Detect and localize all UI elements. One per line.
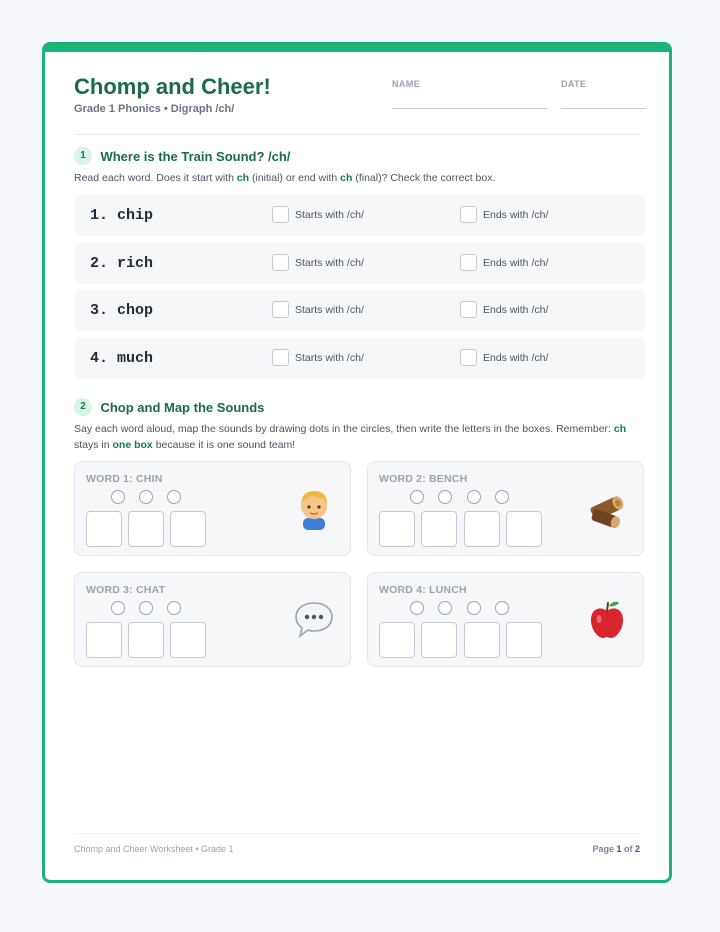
wood-log-icon xyxy=(587,486,627,530)
instr-highlight: ch xyxy=(613,423,627,435)
sound-dot[interactable] xyxy=(495,490,509,504)
section-1-title: Where is the Train Sound? /ch/ xyxy=(100,148,291,164)
sound-map-card-1 xyxy=(74,461,351,556)
letter-box[interactable] xyxy=(128,511,164,547)
letter-box[interactable] xyxy=(421,622,457,658)
ends-with-checkbox[interactable] xyxy=(460,254,477,271)
starts-with-label: Starts with /ch/ xyxy=(295,351,364,364)
ends-with-label: Ends with /ch/ xyxy=(483,351,549,364)
date-field[interactable] xyxy=(561,79,646,109)
letter-box[interactable] xyxy=(506,511,542,547)
card-label: WORD 3: CHAT xyxy=(86,584,166,596)
starts-with-checkbox[interactable] xyxy=(272,349,289,366)
instr-text: Say each word aloud, map the sounds by drawing dots in the circles, then write the letters in the boxes. Remember: xyxy=(74,423,614,435)
date-label: DATE xyxy=(561,79,587,89)
instr-text: stays in xyxy=(74,439,113,451)
ends-with-option[interactable] xyxy=(460,301,548,319)
sound-map-card-2 xyxy=(367,461,644,556)
sound-dot[interactable] xyxy=(438,601,452,615)
word-label: 3. chop xyxy=(90,302,154,319)
word-label: 4. much xyxy=(90,350,154,367)
card-label: WORD 4: LUNCH xyxy=(379,584,467,596)
instr-highlight: one box xyxy=(112,439,153,451)
letter-box[interactable] xyxy=(170,622,206,658)
starts-with-option[interactable] xyxy=(272,254,364,272)
starts-with-option[interactable] xyxy=(272,349,364,367)
sound-map-card-4 xyxy=(367,572,644,667)
worksheet-header xyxy=(74,74,640,135)
section-2-instructions xyxy=(74,421,640,453)
word-row-4 xyxy=(74,338,646,379)
letter-box[interactable] xyxy=(421,511,457,547)
page-separator: of xyxy=(621,844,635,854)
sound-dot[interactable] xyxy=(495,601,509,615)
section-2-title: Chop and Map the Sounds xyxy=(100,399,265,415)
date-line[interactable] xyxy=(561,108,646,109)
worksheet-page xyxy=(42,42,672,883)
instr-text: (final)? Check the correct box. xyxy=(352,172,496,184)
instr-text: (initial) or end with xyxy=(249,172,341,184)
ends-with-label: Ends with /ch/ xyxy=(483,256,549,269)
sound-dot[interactable] xyxy=(438,490,452,504)
worksheet-footer xyxy=(74,833,640,854)
instr-text: because it is one sound team! xyxy=(152,439,296,451)
instr-highlight: ch xyxy=(340,172,353,184)
letter-box[interactable] xyxy=(464,622,500,658)
starts-with-checkbox[interactable] xyxy=(272,254,289,271)
ends-with-option[interactable] xyxy=(460,254,548,272)
page-indicator xyxy=(592,844,640,854)
sound-dot[interactable] xyxy=(410,490,424,504)
sound-dot[interactable] xyxy=(467,490,481,504)
sound-dot[interactable] xyxy=(139,490,153,504)
ends-with-checkbox[interactable] xyxy=(460,349,477,366)
section-2-heading xyxy=(74,398,264,416)
letter-box[interactable] xyxy=(86,511,122,547)
footer-text: Chomp and Cheer Worksheet • Grade 1 xyxy=(74,844,234,854)
card-label: WORD 2: BENCH xyxy=(379,473,468,485)
letter-box[interactable] xyxy=(379,622,415,658)
sound-dot[interactable] xyxy=(167,490,181,504)
page-total: 2 xyxy=(634,844,640,854)
word-row-1 xyxy=(74,195,646,236)
speech-bubble-icon xyxy=(294,597,334,641)
instr-highlight: ch xyxy=(236,172,250,184)
letter-box[interactable] xyxy=(128,622,164,658)
sound-dot[interactable] xyxy=(467,601,481,615)
sound-dot[interactable] xyxy=(111,490,125,504)
sound-dot[interactable] xyxy=(410,601,424,615)
section-2-number: 2 xyxy=(74,398,92,416)
name-line[interactable] xyxy=(392,108,547,109)
ends-with-checkbox[interactable] xyxy=(460,206,477,223)
sound-map-card-3 xyxy=(74,572,351,667)
ends-with-label: Ends with /ch/ xyxy=(483,303,549,316)
letter-box[interactable] xyxy=(506,622,542,658)
ends-with-option[interactable] xyxy=(460,349,548,367)
page-subtitle: Grade 1 Phonics • Digraph /ch/ xyxy=(74,103,235,115)
starts-with-label: Starts with /ch/ xyxy=(295,303,364,316)
letter-box[interactable] xyxy=(379,511,415,547)
page-current: 1 xyxy=(616,844,622,854)
starts-with-checkbox[interactable] xyxy=(272,301,289,318)
section-1-heading xyxy=(74,147,290,165)
card-label: WORD 1: CHIN xyxy=(86,473,163,485)
page-prefix: Page xyxy=(592,844,617,854)
ends-with-option[interactable] xyxy=(460,206,548,224)
page-title: Chomp and Cheer! xyxy=(74,74,271,99)
letter-box[interactable] xyxy=(464,511,500,547)
sound-dot[interactable] xyxy=(111,601,125,615)
starts-with-label: Starts with /ch/ xyxy=(295,256,364,269)
starts-with-label: Starts with /ch/ xyxy=(295,208,364,221)
word-row-3 xyxy=(74,290,646,331)
letter-box[interactable] xyxy=(86,622,122,658)
sound-dot[interactable] xyxy=(139,601,153,615)
word-label: 2. rich xyxy=(90,255,154,272)
sound-dot[interactable] xyxy=(167,601,181,615)
name-field[interactable] xyxy=(392,79,547,109)
starts-with-option[interactable] xyxy=(272,206,364,224)
section-1-instructions xyxy=(74,170,640,186)
child-icon xyxy=(294,486,334,530)
starts-with-checkbox[interactable] xyxy=(272,206,289,223)
word-label: 1. chip xyxy=(90,207,154,224)
apple-icon xyxy=(587,597,627,641)
ends-with-label: Ends with /ch/ xyxy=(483,208,549,221)
ends-with-checkbox[interactable] xyxy=(460,301,477,318)
letter-box[interactable] xyxy=(170,511,206,547)
section-1-number: 1 xyxy=(74,147,92,165)
instr-text: Read each word. Does it start with xyxy=(74,172,237,184)
word-row-2 xyxy=(74,243,646,284)
starts-with-option[interactable] xyxy=(272,301,364,319)
name-label: NAME xyxy=(392,79,421,89)
